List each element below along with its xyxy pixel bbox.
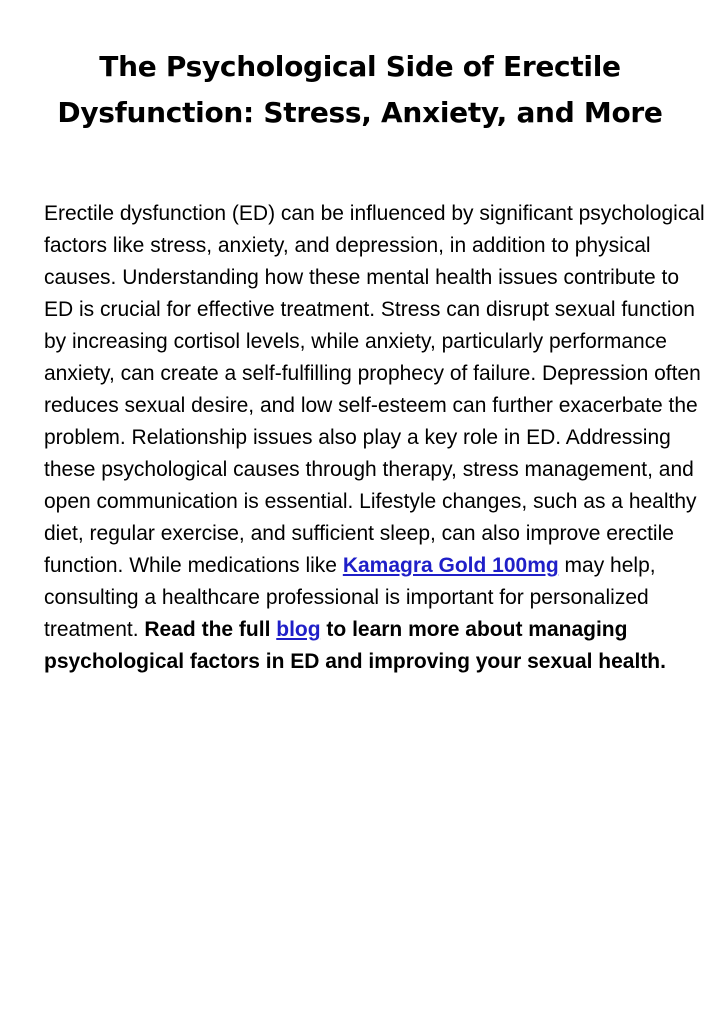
body-text-part2: may help, consulting a healthcare professional is important for personalized treatment. [44,554,656,641]
blog-link[interactable]: blog [276,618,321,641]
kamagra-gold-link[interactable]: Kamagra Gold 100mg [342,554,559,577]
cta-text-after-link: to learn more about managing psychological factors in ED and improving your sexual health. [44,618,666,673]
page-title: The Psychological Side of Erectile Dysfunction: Stress, Anxiety, and More [57,50,663,129]
body-text-part1: Erectile dysfunction (ED) can be influenced by significant psychological factors like stress, anxiety, and depression, in addition to physical causes. Understanding how these mental health issues contribute to ED is crucial for effective treatment. Stress can disrupt sexual function by increasing cortisol levels, while anxiety, particularly performance anxiety, can create a self-fulfilling prophecy of failure. Depression often reduces sexual desire, and low self-esteem can further exacerbate the problem. Relationship issues also play a key role in ED. Addressing these psychological causes through therapy, stress management, and open communication is essential. Lifestyle changes, such as a healthy diet, regular exercise, and sufficient sleep, can also improve erectile function. While medications like [44,202,705,577]
body-paragraph [44,198,714,678]
cta-text-before-link: Read the full [144,618,277,641]
